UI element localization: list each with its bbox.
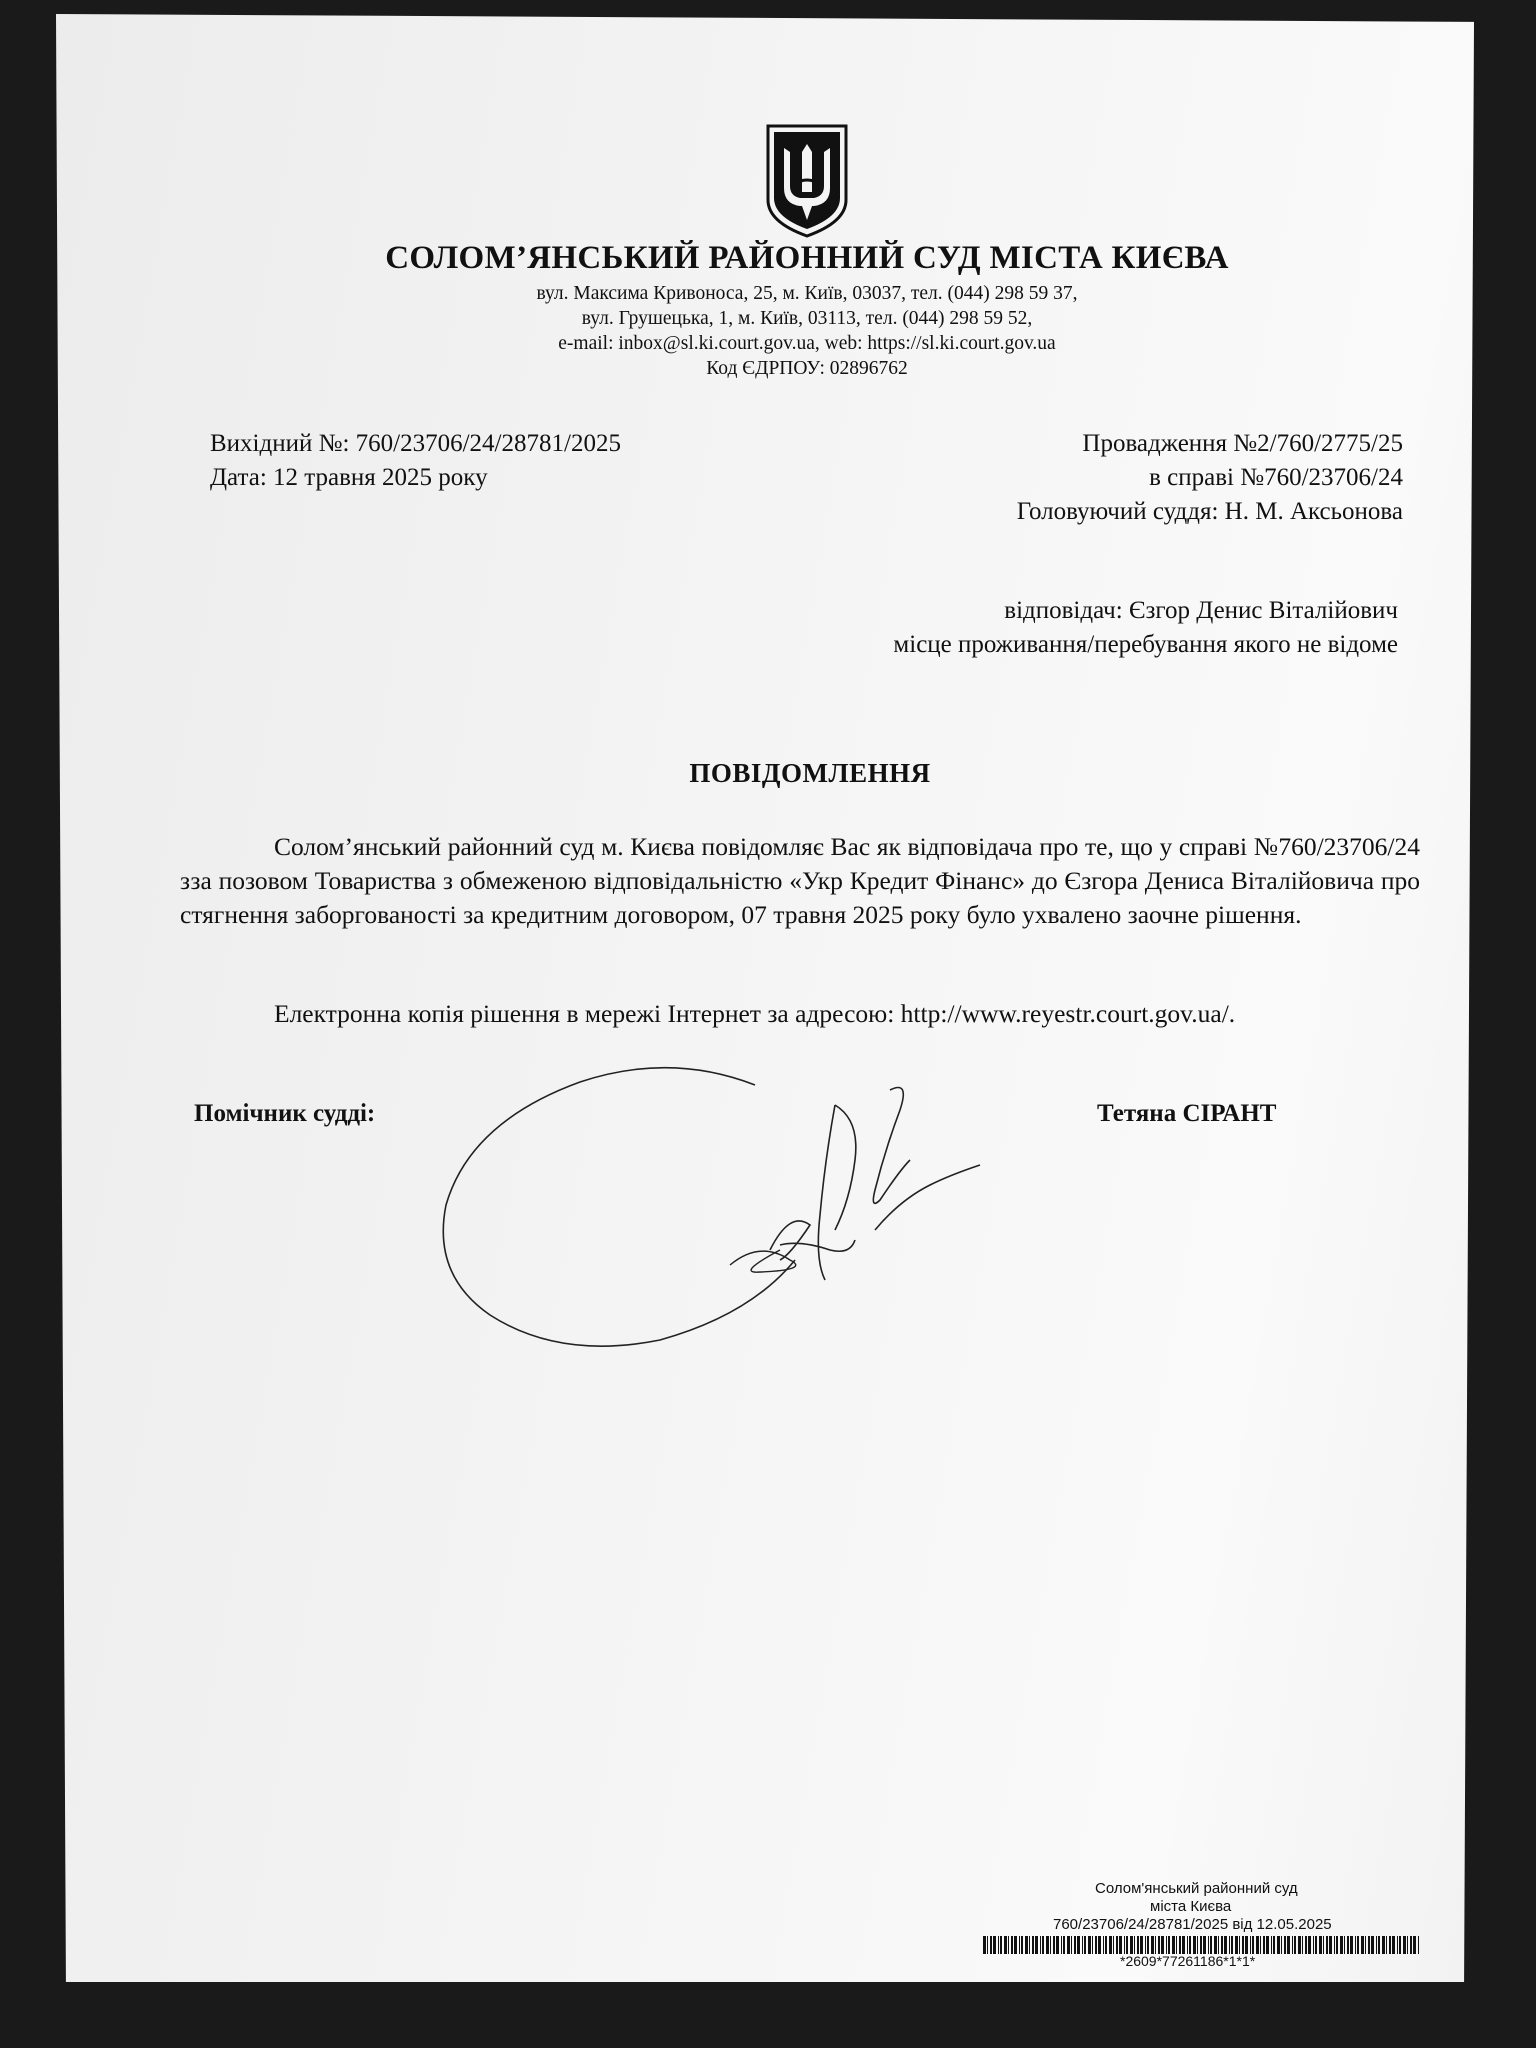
stamp-city: міста Києва bbox=[1150, 1898, 1232, 1915]
edrpou-code: Код ЄДРПОУ: 02896762 bbox=[706, 358, 908, 379]
notice-paragraph-1-text: Солом’янський районний суд м. Києва повідомляє Вас як відповідача про те, що у справі №760/23706/24 зза позовом Товариства з обмеженою відповідальністю «Укр Кредит Фінанс» до Єзгора Дениса Віталійовича про стягнення заборгованості за кредитним договором, 07 травня 2025 року було ухвалено заочне рішення. bbox=[180, 832, 1420, 929]
address-line-2: вул. Грушецька, 1, м. Київ, 03113, тел. (044) 298 59 52, bbox=[581, 308, 1033, 329]
respondent-name: відповідач: Єзгор Денис Віталійович bbox=[1004, 597, 1398, 624]
stamp-court-name: Солом'янський районний суд bbox=[1095, 1880, 1298, 1897]
case-number: в справі №760/23706/24 bbox=[1149, 464, 1403, 491]
proceeding-number: Провадження №2/760/2775/25 bbox=[1082, 430, 1403, 457]
notice-paragraph-2 bbox=[180, 997, 1420, 1031]
signatory-role: Помічник судді: bbox=[194, 1100, 376, 1127]
address-line-1: вул. Максима Кривоноса, 25, м. Київ, 03037, тел. (044) 298 59 37, bbox=[536, 283, 1078, 304]
barcode bbox=[983, 1936, 1421, 1954]
barcode-caption: *2609*77261186*1*1* bbox=[1120, 1953, 1256, 1969]
stamp-registration: 760/23706/24/28781/2025 від 12.05.2025 bbox=[1053, 1916, 1332, 1933]
notice-paragraph-1 bbox=[180, 830, 1420, 932]
notice-heading: ПОВІДОМЛЕННЯ bbox=[689, 758, 931, 788]
court-title: СОЛОМ’ЯНСЬКИЙ РАЙОННИЙ СУД МІСТА КИЄВА bbox=[385, 240, 1229, 276]
document-date: Дата: 12 травня 2025 року bbox=[210, 464, 488, 491]
notice-paragraph-2-text: Електронна копія рішення в мережі Інтернет за адресою: http://www.reyestr.court.gov.ua/. bbox=[274, 999, 1236, 1028]
handwritten-signature bbox=[430, 1050, 990, 1370]
presiding-judge: Головуючий суддя: Н. М. Аксьонова bbox=[1016, 498, 1403, 525]
outgoing-number: Вихідний №: 760/23706/24/28781/2025 bbox=[210, 430, 621, 457]
contact-line: e-mail: inbox@sl.ki.court.gov.ua, web: https://sl.ki.court.gov.ua bbox=[558, 333, 1056, 354]
respondent-residence: місце проживання/перебування якого не відоме bbox=[893, 631, 1398, 658]
signatory-name: Тетяна СІРАНТ bbox=[1097, 1100, 1277, 1127]
trident-coat-of-arms-icon bbox=[764, 122, 850, 240]
